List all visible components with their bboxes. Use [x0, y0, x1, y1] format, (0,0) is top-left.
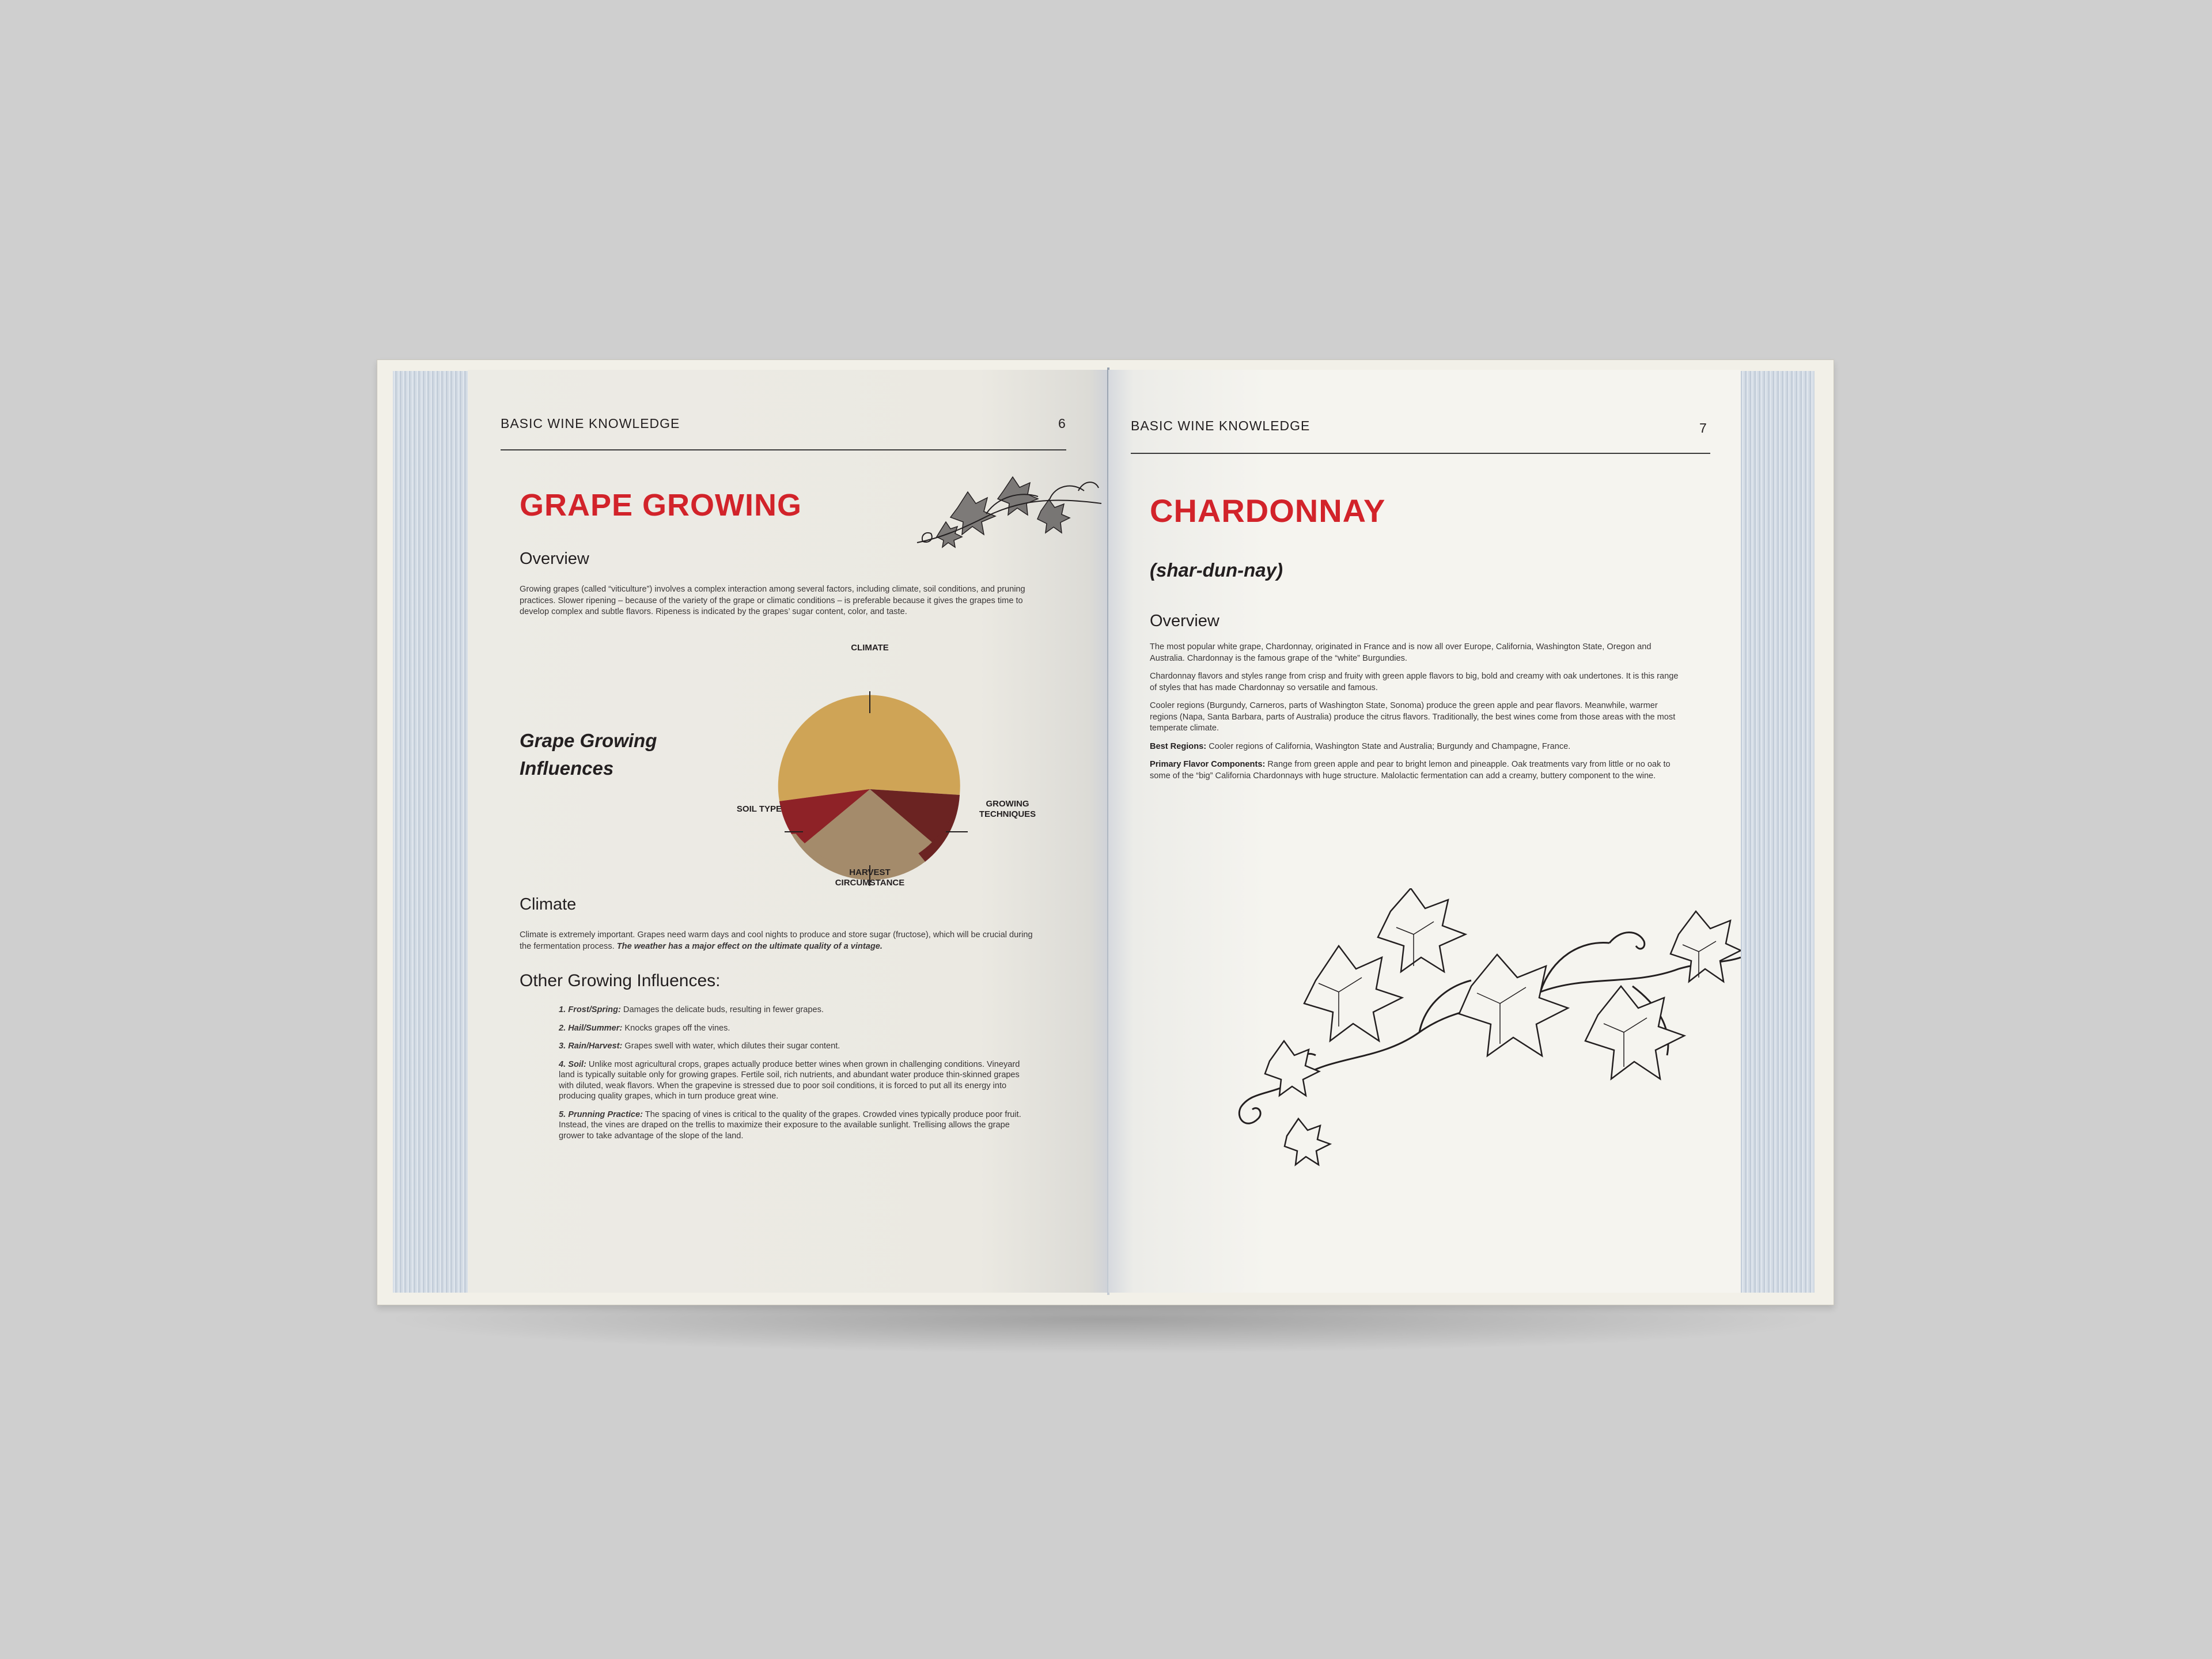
climate-text [520, 930, 1044, 952]
label-growing-techniques [964, 799, 1051, 820]
other-influences-heading: Other Growing Influences: [520, 971, 721, 990]
chart-heading-line1: Grape Growing [520, 730, 657, 751]
page-number: 7 [1699, 421, 1707, 435]
page-title: CHARDONNAY [1150, 493, 1386, 529]
vine-illustration [906, 468, 1107, 560]
label-soil-type: SOIL TYPE [736, 804, 782, 814]
list-item: 5. Prunning Practice: The spacing of vines is critical to the quality of the grapes. Crowded vines typically produce poor fruit. Instead, the vines are draped on the trellis to maximize their exposure to the available sunlight. Trellising allows the grape grower to take advantage of the slope of the land. [559, 1109, 1021, 1141]
label-harvest-line2: CIRCUMSTANCE [835, 878, 905, 888]
climate-emphasis: The weather has a major effect on the ultimate quality of a vintage. [616, 941, 882, 951]
running-head: BASIC WINE KNOWLEDGE [1131, 418, 1310, 433]
label-growing-line2: TECHNIQUES [979, 809, 1036, 819]
flavor-components: Primary Flavor Components: Range from green apple and pear to bright lemon and pineapple. Oak treatments vary from little or no oak to some of the “big” California Chardonnays with huge structure. Malolactic fermentation can add a creamy, buttery component to the wine. [1150, 760, 1671, 781]
overview-body [1150, 642, 1680, 789]
list-item: 3. Rain/Harvest: Grapes swell with water, which dilutes their sugar content. [559, 1041, 840, 1051]
header-rule [501, 449, 1066, 450]
grapevine-illustration [1229, 888, 1741, 1188]
label-growing-line1: GROWING [986, 799, 1029, 809]
list-item: 2. Hail/Summer: Knocks grapes off the vines. [559, 1023, 730, 1033]
left-page [468, 370, 1108, 1293]
label-harvest-line1: HARVEST [849, 868, 891, 877]
climate-text-body: Climate is extremely important. Grapes need warm days and cool nights to produce and store sugar (fructose), which will be crucial during the fermentation process. [520, 930, 1033, 951]
overview-text: Growing grapes (called “viticulture”) involves a complex interaction among several factors, including climate, soil conditions, and pruning practices. Slower ripening – because of the variety of the grape or climatic conditions – is preferable because it gives the grapes time to develop complex and subtle flavors. Ripeness is indicated by the grapes’ sugar content, color, and taste. [520, 585, 1025, 616]
pie-slice-climate [778, 695, 960, 801]
chart-heading-line2: Influences [520, 757, 614, 779]
running-head: BASIC WINE KNOWLEDGE [501, 416, 680, 431]
label-climate: CLIMATE [851, 643, 889, 653]
label-harvest-circumstance [812, 868, 927, 888]
influences-list [559, 1005, 1031, 1149]
overview-heading: Overview [1150, 612, 1219, 630]
pronunciation: (shar-dun-nay) [1150, 559, 1283, 581]
chart-heading [520, 727, 657, 782]
right-page [1108, 370, 1741, 1293]
page-title: GRAPE GROWING [520, 488, 802, 522]
climate-heading: Climate [520, 895, 577, 914]
best-regions: Best Regions: Cooler regions of California, Washington State and Australia; Burgundy and Champagne, France. [1150, 741, 1571, 751]
list-item: 4. Soil: Unlike most agricultural crops, grapes actually produce better wines when grown in challenging conditions. Vineyard land is typically suitable only for growing grapes. Fertile soil, rich nutrients, and abundant water produce thin-skinned grapes with diluted, weak flavors. When the grapevine is stressed due to poor soil conditions, it is forced to put all its energy into producing quality grapes, which in turn produce great wine. [559, 1059, 1020, 1101]
pie-group [778, 695, 960, 880]
paragraph: Cooler regions (Burgundy, Carneros, parts of Washington State, Sonoma) produce the green apple and pear flavors. Meanwhile, warmer regions (Napa, Santa Barbara, parts of Australia) produce the citrus flavors. Traditionally, the best wines come from those areas with the most temperate climate. [1150, 701, 1676, 733]
list-item: 1. Frost/Spring: Damages the delicate buds, resulting in fewer grapes. [559, 1005, 824, 1014]
page-number: 6 [1058, 416, 1066, 431]
page-edges-left [393, 371, 468, 1293]
header-rule [1131, 453, 1710, 454]
overview-heading: Overview [520, 550, 589, 568]
page-edges-right [1740, 371, 1815, 1293]
paragraph: The most popular white grape, Chardonnay, originated in France and is now all over Europe, California, Washington State, Oregon and Australia. Chardonnay is the famous grape of the “white” Burgundies. [1150, 642, 1652, 663]
paragraph: Chardonnay flavors and styles range from crisp and fruity with green apple flavors to big, bold and creamy with oak undertones. It is this range of styles that has made Chardonnay so versatile and famous. [1150, 672, 1679, 692]
